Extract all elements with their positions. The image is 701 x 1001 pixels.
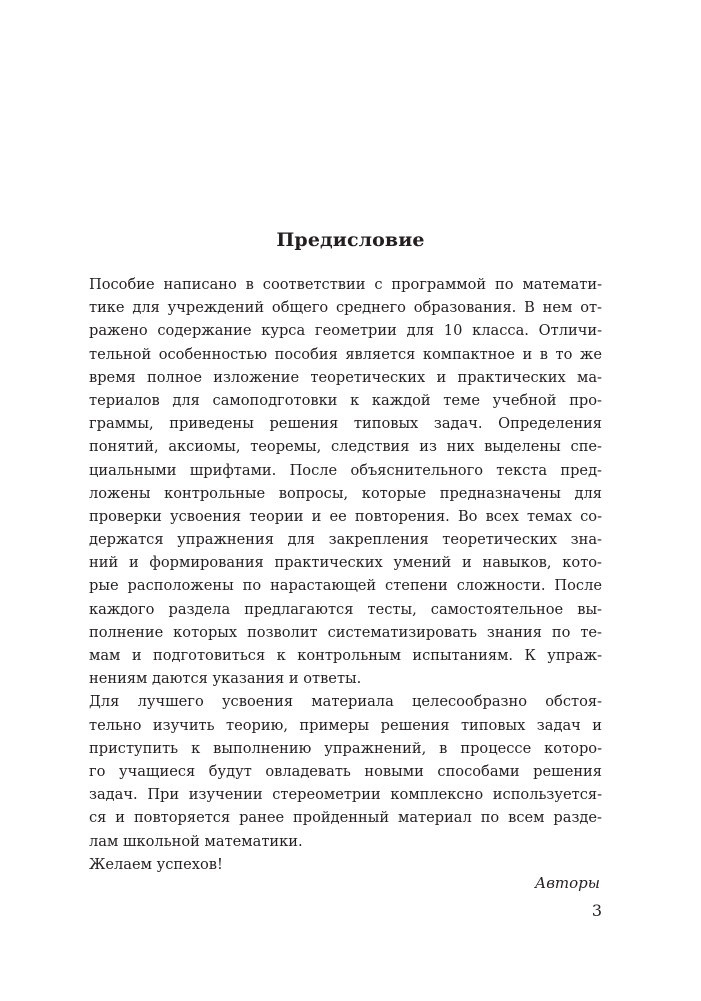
text-line: циальными шрифтами. После объяснительного текста пред- bbox=[89, 461, 602, 479]
text-line: проверки усвоения теории и ее повторения. Во всех темах со- bbox=[89, 507, 602, 525]
text-line: приступить к выполнению упражнений, в процессе которо- bbox=[89, 739, 602, 757]
text-line: Пособие написано в соответствии с программой по математи- bbox=[89, 276, 602, 293]
preface-body bbox=[89, 273, 602, 876]
text-line: нениям даются указания и ответы. bbox=[89, 670, 362, 688]
text-line: граммы, приведены решения типовых задач. Определения bbox=[89, 415, 602, 433]
text-line: териалов для самоподготовки к каждой теме учебной про- bbox=[89, 391, 602, 409]
signature: Авторы bbox=[534, 874, 600, 892]
text-line: мам и подготовиться к контрольным испытаниям. К упраж- bbox=[89, 647, 602, 664]
text-line: ложены контрольные вопросы, которые предназначены для bbox=[89, 484, 602, 502]
text-line: тельно изучить теорию, примеры решения типовых задач и bbox=[89, 716, 602, 734]
text-line: полнение которых позволит систематизировать знания по те- bbox=[89, 623, 602, 641]
text-line: каждого раздела предлагаются тесты, самостоятельное вы- bbox=[89, 600, 602, 618]
text-line: задач. При изучении стереометрии комплексно используется- bbox=[89, 786, 602, 804]
text-line: Для лучшего усвоения материала целесообразно обстоя- bbox=[89, 693, 602, 711]
text-line: понятий, аксиомы, теоремы, следствия из них выделены спе- bbox=[89, 438, 602, 456]
page-number: 3 bbox=[591, 901, 602, 920]
text-line: ражено содержание курса геометрии для 10 класса. Отличи- bbox=[89, 322, 602, 340]
text-line: ся и повторяется ранее пройденный материал по всем разде- bbox=[89, 809, 602, 827]
text-line: ний и формирования практических умений и навыков, кото- bbox=[89, 554, 602, 572]
text-line: лам школьной математики. bbox=[89, 832, 303, 850]
text-line: тельной особенностью пособия является компактное и в то же bbox=[89, 345, 602, 363]
page-title: Предисловие bbox=[276, 229, 425, 251]
text-line: тике для учреждений общего среднего образования. В нем от- bbox=[89, 299, 602, 317]
text-line: Желаем успехов! bbox=[89, 855, 223, 873]
text-line: время полное изложение теоретических и практических ма- bbox=[89, 368, 602, 386]
text-line: рые расположены по нарастающей степени сложности. После bbox=[89, 577, 602, 595]
text-line: го учащиеся будут овладевать новыми способами решения bbox=[89, 762, 602, 780]
text-line: держатся упражнения для закрепления теоретических зна- bbox=[89, 531, 602, 549]
